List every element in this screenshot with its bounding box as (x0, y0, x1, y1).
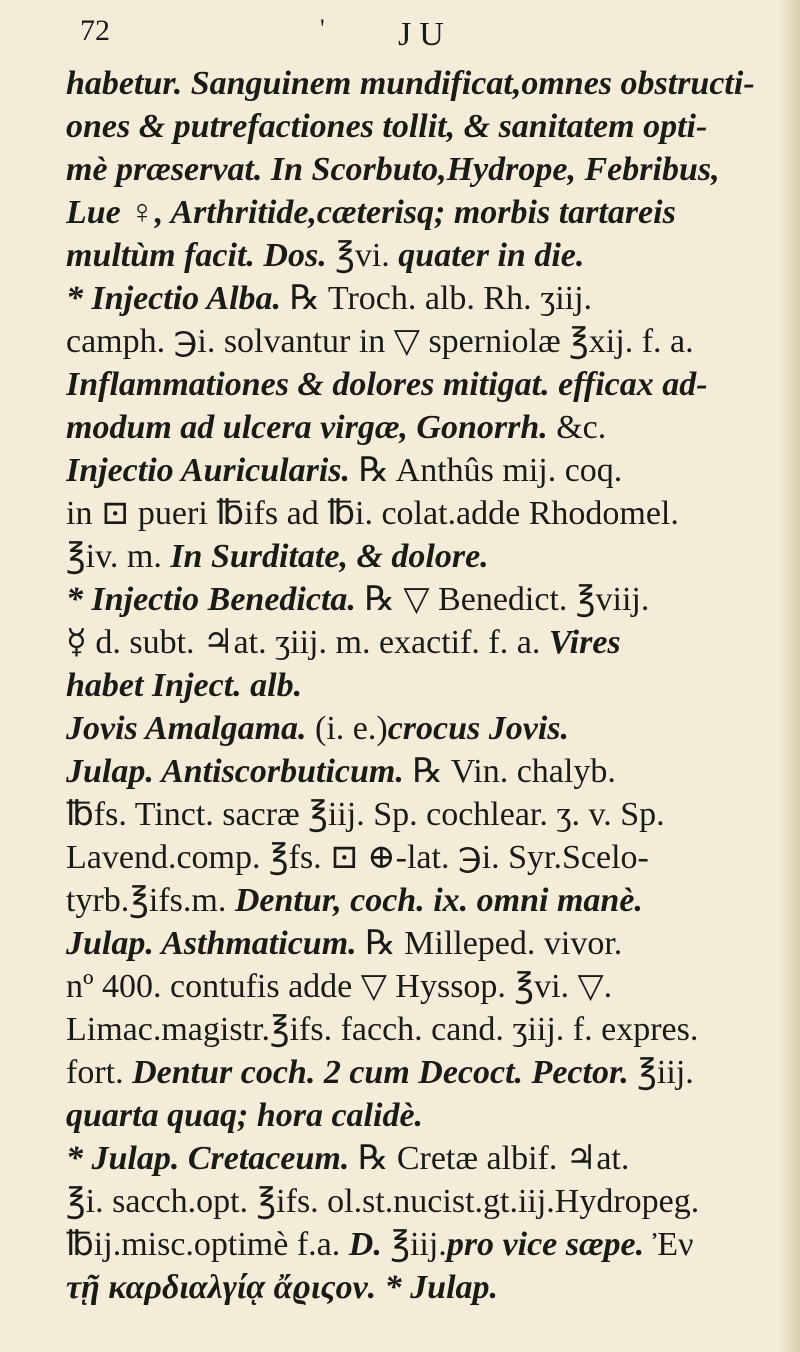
text-line (66, 105, 782, 148)
text-segment: ℔fs. Tinct. sacræ ℥iij. Sp. cochlear. ʒ. v. Sp. (66, 796, 665, 833)
text-line (66, 1051, 782, 1094)
text-segment: multùm facit. Dos. (66, 237, 336, 274)
text-line (66, 363, 782, 406)
text-line (66, 406, 782, 449)
text-line (66, 578, 782, 621)
text-segment: mè præservat. In Scorbuto,Hydrope, Febribus, (66, 151, 720, 188)
header-mark: ' (320, 14, 325, 43)
text-segment: habet Inject. alb. (66, 667, 303, 704)
text-line (66, 965, 782, 1008)
text-line (66, 1223, 782, 1266)
text-segment: crocus Jovis. (387, 710, 570, 747)
text-segment: * Injectio Alba. (66, 280, 290, 317)
text-line (66, 449, 782, 492)
text-segment: ℥iij. (390, 1226, 447, 1263)
text-segment: fort. (66, 1054, 133, 1091)
text-segment: modum ad ulcera virgæ, Gonorrh. (66, 409, 557, 446)
text-segment: Julap. Antiscorbuticum. (66, 753, 413, 790)
text-segment: Limac.magistr.℥ifs. facch. cand. ʒiij. f. expres. (66, 1011, 699, 1048)
text-segment: ☿ d. subt. ♃at. ʒiij. m. exactif. f. a. (66, 624, 549, 661)
text-line (66, 234, 782, 277)
text-segment: Injectio Auricularis. (66, 452, 359, 489)
text-segment: τῇ καρδιαλγίᾳ ἄϱιςον. * Julap. (66, 1269, 499, 1306)
text-segment: Lavend.comp. ℥fs. ⊡ ⊕-lat. ℈i. Syr.Scelo- (66, 839, 649, 876)
text-line (66, 535, 782, 578)
text-segment: Ἐν (652, 1226, 694, 1263)
text-line (66, 750, 782, 793)
text-segment: in ⊡ pueri ℔ifs ad ℔i. colat.adde Rhodomel. (66, 495, 679, 532)
text-line (66, 1094, 782, 1137)
text-segment: ℞ Anthûs mij. coq. (358, 452, 623, 489)
text-line (66, 1137, 782, 1180)
text-line (66, 879, 782, 922)
text-segment: ℔ij.misc.optimè f.a. (66, 1226, 349, 1263)
text-line (66, 836, 782, 879)
text-segment: quarta quaq; hora calidè. (66, 1097, 424, 1134)
text-line (66, 1008, 782, 1051)
text-line (66, 1266, 782, 1309)
text-segment: Lue ♀, Arthritide,cæterisq; morbis tartareis (66, 194, 676, 231)
text-segment: pro vice sæpe. (446, 1226, 653, 1263)
text-segment: ℞ ▽ Benedict. ℥viij. (364, 581, 650, 618)
text-line (66, 664, 782, 707)
text-segment: camph. ℈i. solvantur in ▽ sperniolæ ℥xij. f. a. (66, 323, 694, 360)
text-segment: nº 400. contufis adde ▽ Hyssop. ℥vi. ▽. (66, 968, 613, 1005)
text-segment: ℞ Cretæ albif. ♃at. (357, 1140, 630, 1177)
text-line (66, 277, 782, 320)
text-segment: ℞ Vin. chalyb. (412, 753, 616, 790)
text-line (66, 922, 782, 965)
page-header (80, 14, 500, 54)
text-segment: In Surditate, & dolore. (170, 538, 489, 575)
text-line (66, 621, 782, 664)
text-segment: Jovis Amalgama. (66, 710, 316, 747)
text-segment: * Injectio Benedicta. (66, 581, 365, 618)
text-segment: ℞ Troch. alb. Rh. ʒiij. (289, 280, 593, 317)
page-number: 72 (80, 14, 110, 47)
text-segment: ℥iij. (637, 1054, 694, 1091)
text-line (66, 148, 782, 191)
text-segment: ℥iv. m. (66, 538, 171, 575)
running-title: JU (398, 16, 452, 53)
text-segment: Dentur coch. 2 cum Decoct. Pector. (132, 1054, 638, 1091)
text-segment: ℞ Milleped. vivor. (365, 925, 623, 962)
text-line (66, 62, 782, 105)
text-segment: Vires (548, 624, 621, 661)
body-text (66, 62, 782, 1309)
text-segment: &c. (556, 409, 607, 446)
text-segment: * Julap. Cretaceum. (66, 1140, 358, 1177)
text-segment: D. (348, 1226, 391, 1263)
text-line (66, 793, 782, 836)
text-line (66, 191, 782, 234)
text-line (66, 492, 782, 535)
text-segment: ℥i. sacch.opt. ℥ifs. ol.st.nucist.gt.iij.Hydropeg. (66, 1183, 700, 1220)
text-line (66, 1180, 782, 1223)
text-line (66, 707, 782, 750)
text-line (66, 320, 782, 363)
text-segment: quater in die. (398, 237, 585, 274)
text-segment: Dentur, coch. ix. omni manè. (234, 882, 643, 919)
text-segment: ones & putrefactiones tollit, & sanitatem opti- (66, 108, 708, 145)
text-segment: ℥vi. (335, 237, 399, 274)
text-segment: tyrb.℥ifs.m. (66, 882, 235, 919)
text-segment: (i. e.) (315, 710, 388, 747)
text-segment: Inflammationes & dolores mitigat. efficax ad- (66, 366, 708, 403)
text-segment: habetur. Sanguinem mundificat,omnes obstructi- (66, 65, 755, 102)
text-segment: Julap. Asthmaticum. (66, 925, 366, 962)
